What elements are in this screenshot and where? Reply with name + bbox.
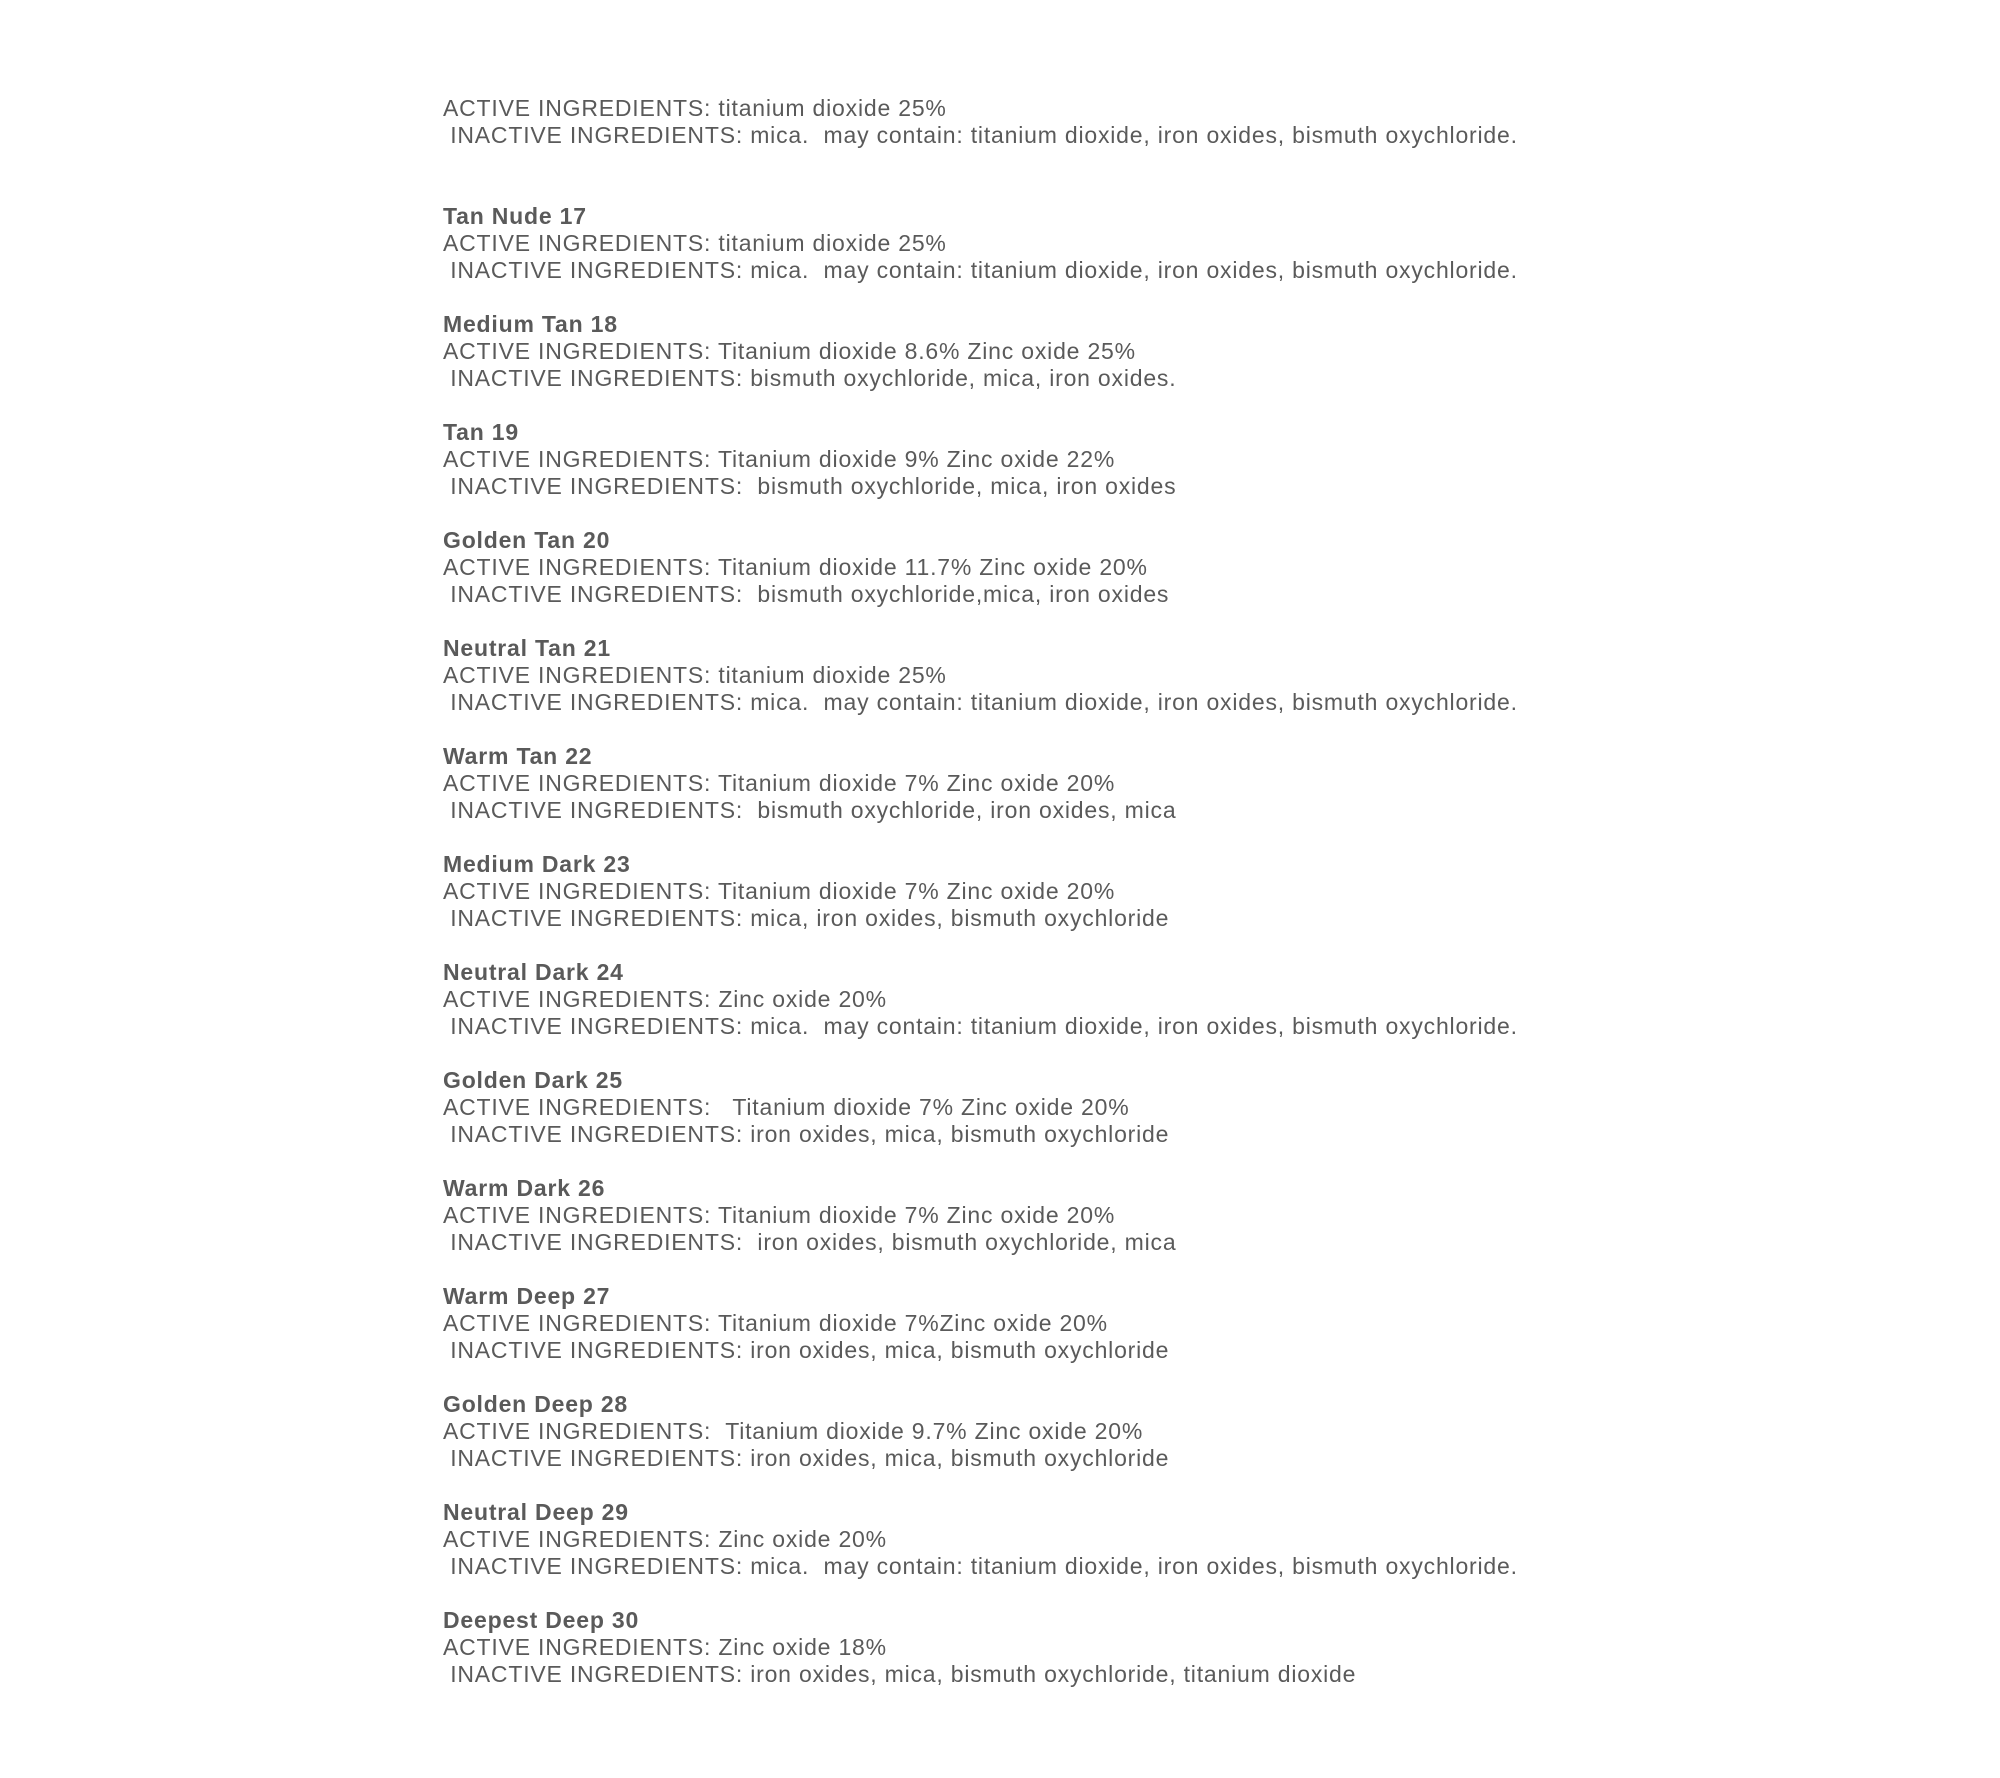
ingredient-entry xyxy=(443,203,1893,284)
shade-name: Neutral Dark 24 xyxy=(443,959,624,985)
ingredients-document xyxy=(443,95,1893,1688)
shade-name: Warm Deep 27 xyxy=(443,1283,611,1309)
shade-name: Warm Tan 22 xyxy=(443,743,593,769)
active-ingredients-line: ACTIVE INGREDIENTS: Titanium dioxide 7% Zinc oxide 20% xyxy=(443,878,1116,904)
inactive-ingredients-line: INACTIVE INGREDIENTS: iron oxides, mica, bismuth oxychloride, titanium dioxide xyxy=(443,1661,1357,1687)
inactive-ingredients-line: INACTIVE INGREDIENTS: iron oxides, mica, bismuth oxychloride xyxy=(443,1445,1170,1471)
shade-name: Deepest Deep 30 xyxy=(443,1607,640,1633)
ingredient-entry xyxy=(443,95,1893,149)
ingredient-entry xyxy=(443,1067,1893,1148)
shade-name: Tan 19 xyxy=(443,419,519,445)
shade-name: Golden Dark 25 xyxy=(443,1067,623,1093)
inactive-ingredients-line: INACTIVE INGREDIENTS: mica. may contain: titanium dioxide, iron oxides, bismuth oxychloride. xyxy=(443,257,1518,283)
active-ingredients-line: ACTIVE INGREDIENTS: Titanium dioxide 9% Zinc oxide 22% xyxy=(443,446,1116,472)
inactive-ingredients-line: INACTIVE INGREDIENTS: bismuth oxychloride,mica, iron oxides xyxy=(443,581,1170,607)
inactive-ingredients-line: INACTIVE INGREDIENTS: mica. may contain: titanium dioxide, iron oxides, bismuth oxychloride. xyxy=(443,122,1518,148)
shade-name: Neutral Deep 29 xyxy=(443,1499,629,1525)
active-ingredients-line: ACTIVE INGREDIENTS: Titanium dioxide 7% Zinc oxide 20% xyxy=(443,770,1116,796)
shade-name: Warm Dark 26 xyxy=(443,1175,606,1201)
active-ingredients-line: ACTIVE INGREDIENTS: titanium dioxide 25% xyxy=(443,662,947,688)
inactive-ingredients-line: INACTIVE INGREDIENTS: iron oxides, mica, bismuth oxychloride xyxy=(443,1121,1170,1147)
active-ingredients-line: ACTIVE INGREDIENTS: Zinc oxide 20% xyxy=(443,986,887,1012)
shade-name: Golden Deep 28 xyxy=(443,1391,629,1417)
ingredient-entry xyxy=(443,527,1893,608)
active-ingredients-line: ACTIVE INGREDIENTS: Titanium dioxide 8.6% Zinc oxide 25% xyxy=(443,338,1136,364)
inactive-ingredients-line: INACTIVE INGREDIENTS: mica. may contain: titanium dioxide, iron oxides, bismuth oxychloride. xyxy=(443,689,1518,715)
shade-name: Medium Dark 23 xyxy=(443,851,631,877)
active-ingredients-line: ACTIVE INGREDIENTS: Titanium dioxide 9.7% Zinc oxide 20% xyxy=(443,1418,1144,1444)
shade-name: Neutral Tan 21 xyxy=(443,635,611,661)
inactive-ingredients-line: INACTIVE INGREDIENTS: iron oxides, bismuth oxychloride, mica xyxy=(443,1229,1177,1255)
shade-name: Medium Tan 18 xyxy=(443,311,618,337)
ingredient-entry xyxy=(443,1607,1893,1688)
inactive-ingredients-line: INACTIVE INGREDIENTS: mica. may contain: titanium dioxide, iron oxides, bismuth oxychloride. xyxy=(443,1013,1518,1039)
active-ingredients-line: ACTIVE INGREDIENTS: Titanium dioxide 7% Zinc oxide 20% xyxy=(443,1094,1130,1120)
inactive-ingredients-line: INACTIVE INGREDIENTS: bismuth oxychloride, iron oxides, mica xyxy=(443,797,1177,823)
active-ingredients-line: ACTIVE INGREDIENTS: Zinc oxide 18% xyxy=(443,1634,887,1660)
ingredient-entry xyxy=(443,1283,1893,1364)
inactive-ingredients-line: INACTIVE INGREDIENTS: bismuth oxychloride, mica, iron oxides xyxy=(443,473,1177,499)
ingredient-entry xyxy=(443,959,1893,1040)
inactive-ingredients-line: INACTIVE INGREDIENTS: mica, iron oxides, bismuth oxychloride xyxy=(443,905,1170,931)
inactive-ingredients-line: INACTIVE INGREDIENTS: bismuth oxychloride, mica, iron oxides. xyxy=(443,365,1177,391)
ingredient-entry xyxy=(443,635,1893,716)
ingredient-entry xyxy=(443,1391,1893,1472)
active-ingredients-line: ACTIVE INGREDIENTS: titanium dioxide 25% xyxy=(443,95,947,121)
ingredient-entry xyxy=(443,1499,1893,1580)
active-ingredients-line: ACTIVE INGREDIENTS: Titanium dioxide 11.7% Zinc oxide 20% xyxy=(443,554,1148,580)
active-ingredients-line: ACTIVE INGREDIENTS: Titanium dioxide 7% Zinc oxide 20% xyxy=(443,1202,1116,1228)
ingredient-entry xyxy=(443,851,1893,932)
active-ingredients-line: ACTIVE INGREDIENTS: Titanium dioxide 7%Zinc oxide 20% xyxy=(443,1310,1108,1336)
ingredient-entry xyxy=(443,419,1893,500)
inactive-ingredients-line: INACTIVE INGREDIENTS: mica. may contain: titanium dioxide, iron oxides, bismuth oxychloride. xyxy=(443,1553,1518,1579)
ingredient-entry xyxy=(443,743,1893,824)
shade-name: Golden Tan 20 xyxy=(443,527,611,553)
ingredient-entry xyxy=(443,1175,1893,1256)
shade-name: Tan Nude 17 xyxy=(443,203,587,229)
active-ingredients-line: ACTIVE INGREDIENTS: titanium dioxide 25% xyxy=(443,230,947,256)
active-ingredients-line: ACTIVE INGREDIENTS: Zinc oxide 20% xyxy=(443,1526,887,1552)
inactive-ingredients-line: INACTIVE INGREDIENTS: iron oxides, mica, bismuth oxychloride xyxy=(443,1337,1170,1363)
ingredient-entry xyxy=(443,311,1893,392)
